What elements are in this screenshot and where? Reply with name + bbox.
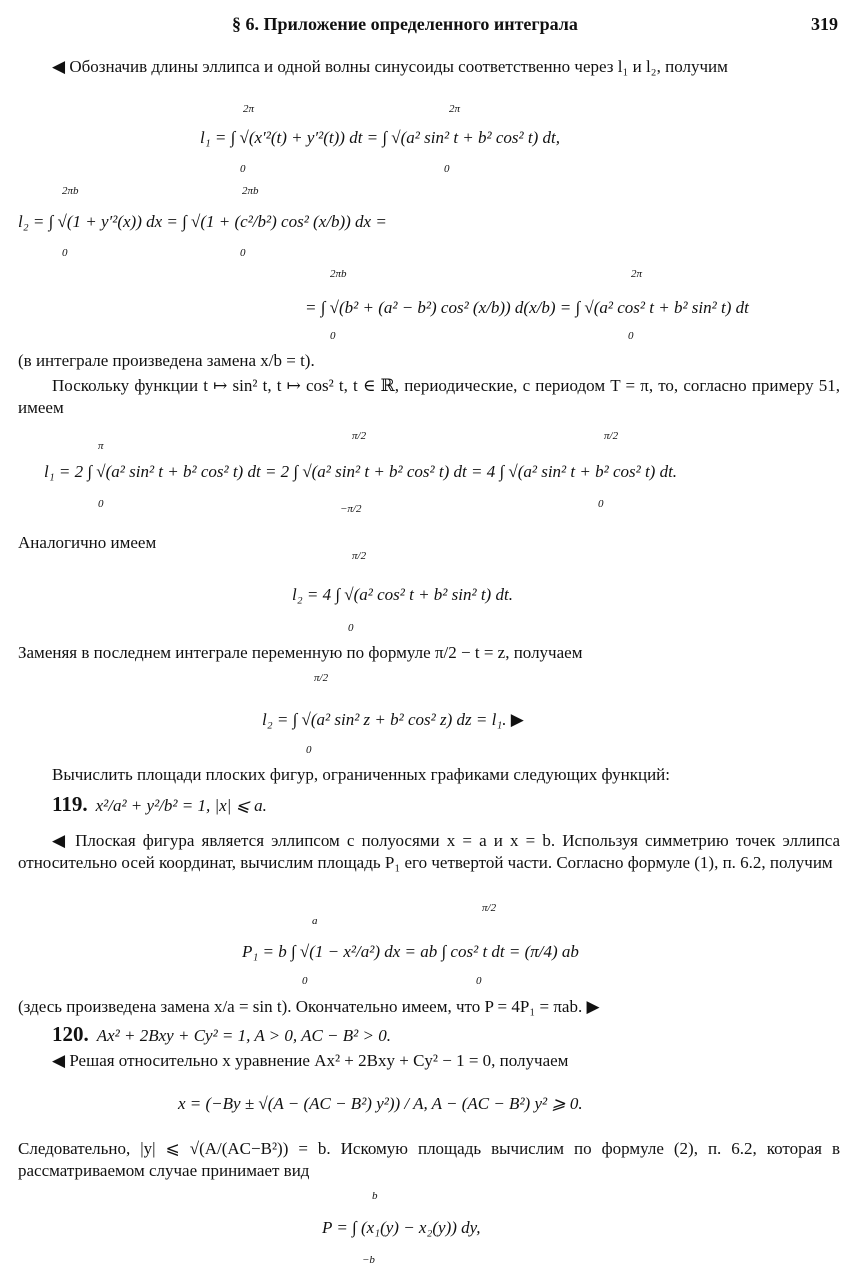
equation-l1-definition: l₁ = ∫ √(x′²(t) + y′²(t)) dt = ∫ √(a² sin² t + b² cos² t) dt, [200, 128, 560, 147]
equation-l1-periodic: l₁ = 2 ∫ √(a² sin² t + b² cos² t) dt = 2 ∫ √(a² sin² t + b² cos² t) dt = 4 ∫ √(a² sin² t + b² cos² t) dt. [44, 462, 678, 481]
limit-lower: 0 [348, 622, 354, 634]
problem-statement: x²/a² + y²/b² = 1, |x| ⩽ a. [95, 796, 267, 815]
limit-upper: π/2 [352, 550, 367, 562]
paragraph-analogously: Аналогично имеем [18, 533, 157, 552]
limit-upper: 2π [449, 103, 461, 115]
limit-upper: π/2 [352, 430, 367, 442]
problem-number: 119. [52, 792, 88, 816]
paragraph-solve-x: ◀ Решая относительно x уравнение Ax² + 2Bxy + Cy² − 1 = 0, получаем [52, 1051, 569, 1070]
limit-upper: 2πb [62, 185, 79, 197]
limit-upper: π/2 [604, 430, 619, 442]
paragraph-change-variable: Заменяя в последнем интеграле переменную по формуле π/2 − t = z, получаем [18, 643, 583, 662]
paragraph-ellipse: ◀ Плоская фигура является эллипсом с полуосями x = a и x = b. Используя симметрию точек эллипса относительно осей координат, вычислим площадь P₁ его четвертой части. Согласно формуле (1), п. 6.2, получим [18, 831, 840, 872]
limit-lower: 0 [330, 330, 336, 342]
limit-upper: 2π [243, 103, 255, 115]
equation-l2-equals-l1: l₂ = ∫ √(a² sin² z + b² cos² z) dz = l₁. ▶ [262, 710, 524, 729]
equation-area-quarter: P₁ = b ∫ √(1 − x²/a²) dx = ab ∫ cos² t dt = (π/4) ab [242, 942, 579, 961]
equation-x-solution: x = (−By ± √(A − (AC − B²) y²)) / A, A − (AC − B²) y² ⩾ 0. [178, 1094, 583, 1113]
limit-lower: 0 [628, 330, 634, 342]
paragraph-intro: ◀ Обозначив длины эллипса и одной волны синусоиды соответственно через l₁ и l₂, получим [52, 57, 728, 76]
limit-lower: 0 [240, 247, 246, 259]
limit-lower: 0 [302, 975, 308, 987]
limit-upper: π/2 [482, 902, 497, 914]
equation-area-integral: P = ∫ (x₁(y) − x₂(y)) dy, [322, 1218, 481, 1237]
limit-lower: −b [362, 1254, 375, 1266]
limit-upper: 2π [631, 268, 643, 280]
paragraph-substitution-note: (в интеграле произведена замена x/b = t). [18, 351, 315, 370]
paragraph-periodic: Поскольку функции t ↦ sin² t, t ↦ cos² t, t ∈ ℝ, периодические, с периодом T = π, то, согласно примеру 51, имеем [18, 376, 840, 417]
limit-upper: 2πb [330, 268, 347, 280]
limit-lower: 0 [476, 975, 482, 987]
problem-number: 120. [52, 1022, 89, 1046]
paragraph-area-result: (здесь произведена замена x/a = sin t). Окончательно имеем, что P = 4P₁ = πab. ▶ [18, 997, 600, 1016]
paragraph-task: Вычислить площади плоских фигур, ограниченных графиками следующих функций: [52, 765, 670, 784]
equation-l2-substitution: = ∫ √(b² + (a² − b²) cos² (x/b)) d(x/b) = ∫ √(a² cos² t + b² sin² t) dt [305, 298, 749, 317]
section-title: § 6. Приложение определенного интеграла [232, 14, 578, 34]
running-header [0, 14, 854, 40]
paragraph-bound-y: Следовательно, |y| ⩽ √(A/(AC−B²)) = b. Искомую площадь вычислим по формуле (2), п. 6.2, которая в рассматриваемом случае принимает вид [18, 1139, 840, 1180]
limit-upper: π/2 [314, 672, 329, 684]
limit-lower: 0 [306, 744, 312, 756]
equation-l2-periodic: l₂ = 4 ∫ √(a² cos² t + b² sin² t) dt. [292, 585, 513, 604]
problem-statement: Ax² + 2Bxy + Cy² = 1, A > 0, AC − B² > 0. [96, 1026, 391, 1045]
equation-l2-definition: l₂ = ∫ √(1 + y′²(x)) dx = ∫ √(1 + (c²/b²) cos² (x/b)) dx = [18, 212, 387, 231]
limit-upper: π [98, 440, 104, 452]
limit-lower: −π/2 [340, 503, 362, 515]
limit-lower: 0 [444, 163, 450, 175]
limit-upper: a [312, 915, 318, 927]
limit-upper: 2πb [242, 185, 259, 197]
limit-upper: b [372, 1190, 378, 1202]
limit-lower: 0 [98, 498, 104, 510]
limit-lower: 0 [240, 163, 246, 175]
problem-119 [52, 792, 267, 817]
limit-lower: 0 [598, 498, 604, 510]
limit-lower: 0 [62, 247, 68, 259]
page-number: 319 [811, 14, 838, 34]
problem-120 [52, 1022, 391, 1047]
